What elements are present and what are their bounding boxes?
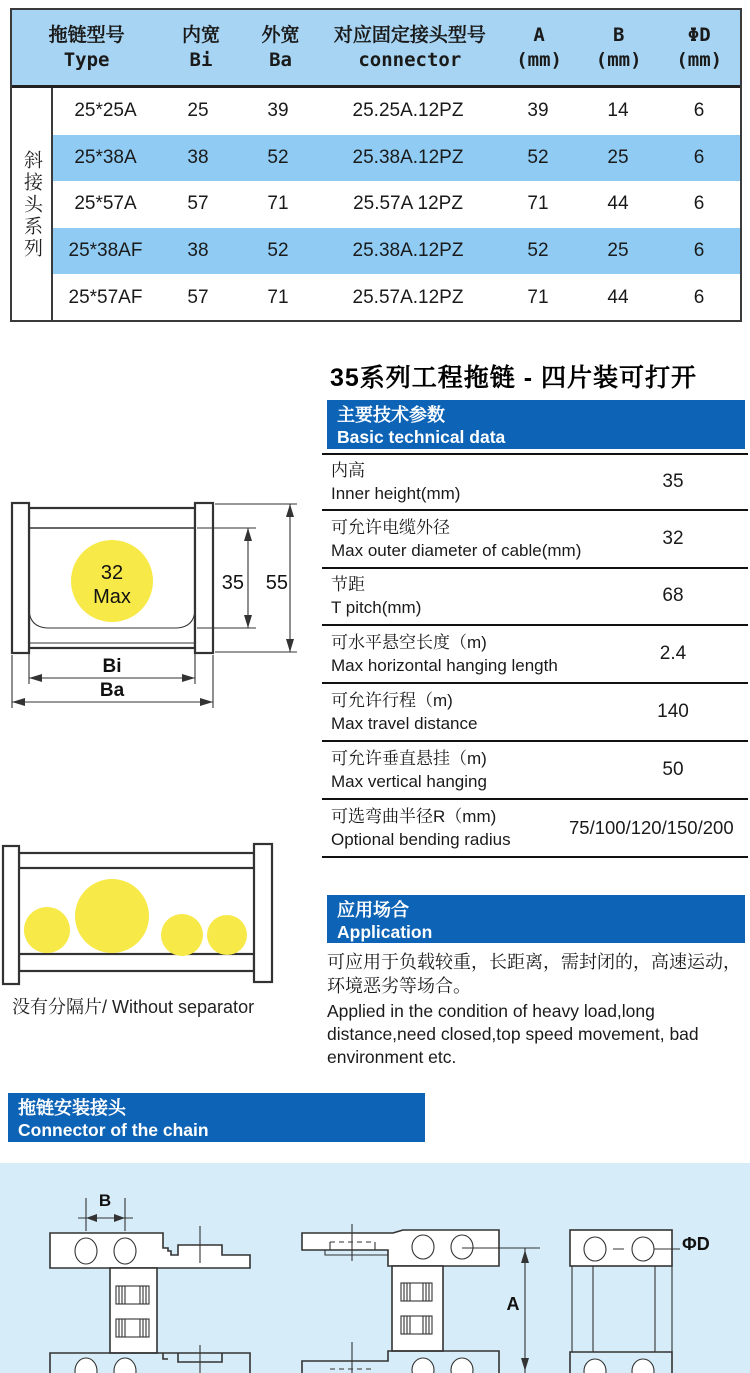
tech-row: [322, 742, 748, 800]
page-title: 35系列工程拖链 - 四片装可打开: [330, 364, 698, 392]
tech-label-zh: 可允许行程（m): [331, 691, 453, 711]
header-b-en: (mm): [595, 48, 642, 71]
dim-phid-label: ΦD: [682, 1234, 710, 1254]
application-text: [327, 950, 750, 1069]
spec-table-header: [12, 10, 740, 88]
tech-label-en: Max outer diameter of cable(mm): [331, 540, 582, 560]
cell-connector: 25.38A.12PZ: [352, 240, 464, 262]
tech-label-en: Inner height(mm): [331, 483, 461, 503]
cable-diameter-max-label: Max: [93, 586, 131, 608]
cell-connector: 25.57A 12PZ: [353, 193, 463, 215]
cell-phid: 6: [693, 146, 705, 168]
dim-a-label: A: [506, 1294, 520, 1314]
tech-params-banner-en: Basic technical data: [337, 427, 506, 447]
table-row: [53, 181, 740, 228]
header-type: [12, 10, 161, 85]
header-type-en: Type: [63, 48, 110, 71]
cell-phid: 6: [693, 240, 705, 262]
cell-phid: 6: [693, 286, 705, 308]
header-type-zh: 拖链型号: [48, 23, 125, 46]
tech-label-zh: 内高: [331, 460, 365, 480]
cell-a: 39: [527, 100, 549, 122]
cell-type: 25*38A: [74, 146, 137, 168]
tech-label-zh: 可水平悬空长度（m): [331, 633, 487, 653]
cell-bi: 57: [187, 286, 209, 308]
header-ba: [241, 10, 321, 85]
header-b: [579, 10, 659, 85]
header-a-en: (mm): [516, 48, 562, 71]
series-label: 斜接头系列: [21, 149, 42, 260]
cell-bi: 38: [187, 240, 209, 262]
table-row: [53, 228, 740, 275]
tech-label-zh: 可允许电缆外径: [331, 517, 450, 537]
tech-row: [322, 453, 748, 511]
connector-banner-zh: 拖链安装接头: [18, 1098, 126, 1118]
tech-label-en: Optional bending radius: [331, 829, 511, 849]
tech-row: [322, 684, 748, 742]
tech-value: 140: [657, 701, 689, 723]
cell-b: 44: [607, 193, 629, 215]
cable-circle: [75, 879, 149, 953]
cell-b: 25: [607, 146, 629, 168]
tech-label-en: Max horizontal hanging length: [331, 656, 558, 676]
connector-banner-en: Connector of the chain: [18, 1120, 209, 1140]
connector-drawings: [0, 1163, 750, 1373]
header-bi: [161, 10, 241, 85]
cell-b: 25: [607, 240, 629, 262]
cell-ba: 71: [267, 193, 289, 215]
cell-connector: 25.57A.12PZ: [352, 286, 464, 308]
cell-b: 14: [607, 100, 629, 122]
separator-caption: 没有分隔片/ Without separator: [12, 997, 255, 1017]
cell-bi: 57: [187, 193, 209, 215]
header-phid-zh: ΦD: [687, 23, 711, 46]
tech-row: [322, 511, 748, 569]
cell-type: 25*57A: [74, 193, 137, 215]
spec-table: [10, 8, 742, 322]
cell-bi: 25: [187, 100, 209, 122]
header-phid: [658, 10, 740, 85]
header-bi-zh: 内宽: [181, 23, 220, 46]
inner-height-dim-label: 35: [221, 572, 244, 594]
cell-a: 71: [527, 193, 549, 215]
connector-banner: [8, 1093, 425, 1142]
cable-circle: [161, 914, 203, 956]
cell-a: 52: [527, 146, 549, 168]
application-text-en: Applied in the condition of heavy load,long distance,need closed,top speed movement, bad environment etc.: [327, 1001, 699, 1067]
tech-params-banner: [327, 400, 745, 449]
tech-label-zh: 节距: [331, 575, 365, 595]
application-banner: [327, 895, 745, 943]
cable-diameter-value: 32: [100, 562, 124, 584]
cell-type: 25*57AF: [68, 286, 143, 308]
application-banner-en: Application: [337, 922, 433, 942]
cross-section-diagram: [0, 480, 320, 715]
tech-label-en: T pitch(mm): [331, 598, 422, 618]
tech-value: 2.4: [659, 643, 687, 665]
dim-b-label: B: [98, 1191, 112, 1210]
tech-value: 35: [662, 470, 684, 492]
table-row: [53, 135, 740, 182]
tech-label-zh: 可允许垂直悬挂（m): [331, 748, 487, 768]
application-text-zh: 可应用于负载较重，长距离，需封闭的，高速运动，环境恶劣等场合。: [327, 952, 741, 996]
connector-drawings-area: [0, 1163, 750, 1373]
cable-circle: [207, 915, 247, 955]
application-banner-zh: 应用场合: [337, 900, 409, 920]
header-b-zh: B: [612, 23, 625, 46]
header-a-zh: A: [533, 23, 545, 46]
tech-row: [322, 800, 748, 858]
header-connector-zh: 对应固定接头型号: [333, 23, 486, 46]
cell-bi: 38: [187, 146, 209, 168]
table-row: [53, 88, 740, 135]
cell-a: 71: [527, 286, 549, 308]
header-ba-zh: 外宽: [261, 23, 300, 46]
cell-ba: 52: [267, 146, 289, 168]
cell-connector: 25.25A.12PZ: [352, 100, 464, 122]
tech-params-table: [322, 453, 748, 858]
cell-ba: 39: [267, 100, 289, 122]
tech-label-zh: 可选弯曲半径R（mm): [331, 806, 497, 826]
tech-label-en: Max vertical hanging: [331, 771, 487, 791]
cell-b: 44: [607, 286, 629, 308]
cell-ba: 71: [267, 286, 289, 308]
cell-connector: 25.38A.12PZ: [352, 146, 464, 168]
cell-phid: 6: [693, 100, 705, 122]
header-connector: [320, 10, 499, 85]
table-row: [53, 274, 740, 321]
tech-value: 75/100/120/150/200: [569, 816, 734, 838]
tech-params-banner-zh: 主要技术参数: [337, 405, 445, 425]
header-connector-en: connector: [358, 48, 462, 71]
header-ba-en: Ba: [269, 48, 292, 71]
outer-width-dim-label: Ba: [99, 680, 125, 701]
inner-width-dim-label: Bi: [102, 656, 122, 677]
outer-height-dim-label: 55: [265, 572, 288, 594]
cell-type: 25*25A: [74, 100, 137, 122]
cable-circle: [24, 907, 70, 953]
cell-a: 52: [527, 240, 549, 262]
header-bi-en: Bi: [189, 48, 213, 71]
tech-value: 32: [662, 527, 684, 549]
tech-row: [322, 569, 748, 627]
header-phid-en: (mm): [676, 48, 723, 71]
tech-row: [322, 626, 748, 684]
series-label-column: [12, 88, 53, 321]
tech-value: 50: [662, 758, 684, 780]
without-separator-diagram: [0, 840, 300, 990]
header-a: [499, 10, 579, 85]
tech-value: 68: [662, 585, 684, 607]
cell-type: 25*38AF: [68, 240, 143, 262]
cell-phid: 6: [693, 193, 705, 215]
tech-label-en: Max travel distance: [331, 714, 478, 734]
cell-ba: 52: [267, 240, 289, 262]
